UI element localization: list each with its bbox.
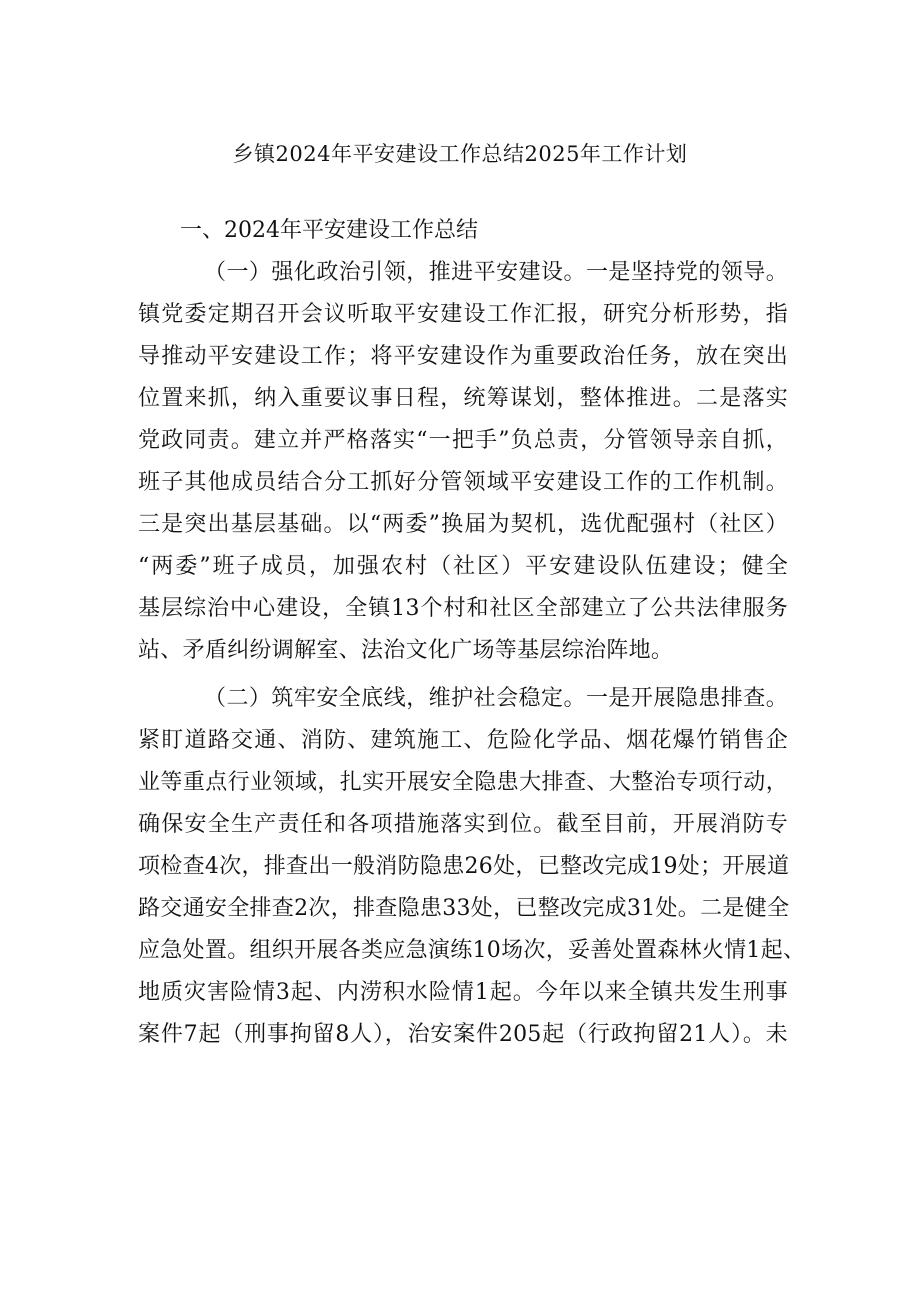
paragraph-line: （二）筑牢安全底线，维护社会稳定。一是开展隐患排查。 [204, 686, 788, 711]
paragraph-line: 基层综治中心建设，全镇13个村和社区全部建立了公共法律服务 [138, 596, 788, 621]
section-heading: 一、2024年平安建设工作总结 [180, 218, 478, 243]
paragraph-line: 业等重点行业领域，扎实开展安全隐患大排查、大整治专项行动， [138, 770, 788, 795]
paragraph-line: 班子其他成员结合分工抓好分管领域平安建设工作的工作机制。 [138, 470, 788, 495]
paragraph-line: 应急处置。组织开展各类应急演练10场次，妥善处置森林火情1起、 [138, 938, 806, 963]
paragraph-line: 案件7起（刑事拘留8人），治安案件205起（行政拘留21人）。未 [138, 1022, 788, 1047]
paragraph-line: 路交通安全排查2次，排查隐患33处，已整改完成31处。二是健全 [138, 896, 790, 921]
paragraph-1 [138, 252, 788, 672]
paragraph-line: 地质灾害险情3起、内涝积水险情1起。今年以来全镇共发生刑事 [138, 980, 788, 1005]
paragraph-line: 确保安全生产责任和各项措施落实到位。截至目前，开展消防专 [138, 812, 788, 837]
document-title: 乡镇2024年平安建设工作总结2025年工作计划 [232, 142, 688, 166]
paragraph-line: 紧盯道路交通、消防、建筑施工、危险化学品、烟花爆竹销售企 [138, 728, 788, 753]
paragraph-line: 镇党委定期召开会议听取平安建设工作汇报，研究分析形势，指 [138, 302, 788, 327]
paragraph-line: 三是突出基层基础。以“两委”换届为契机，选优配强村（社区） [138, 512, 788, 537]
paragraph-line: 位置来抓，纳入重要议事日程，统筹谋划，整体推进。二是落实 [138, 386, 788, 411]
document-body [138, 210, 806, 1056]
paragraph-line: （一）强化政治引领，推进平安建设。一是坚持党的领导。 [204, 260, 788, 285]
paragraph-line: “两委”班子成员，加强农村（社区）平安建设队伍建设；健全 [138, 554, 788, 579]
paragraph-line: 导推动平安建设工作；将平安建设作为重要政治任务，放在突出 [138, 344, 788, 369]
paragraph-line: 站、矛盾纠纷调解室、法治文化广场等基层综治阵地。 [138, 638, 674, 663]
paragraph-2 [138, 678, 806, 1056]
paragraph-line: 党政同责。建立并严格落实“一把手”负总责，分管领导亲自抓， [138, 428, 788, 453]
paragraph-line: 项检查4次，排查出一般消防隐患26处，已整改完成19处；开展道 [138, 854, 790, 879]
